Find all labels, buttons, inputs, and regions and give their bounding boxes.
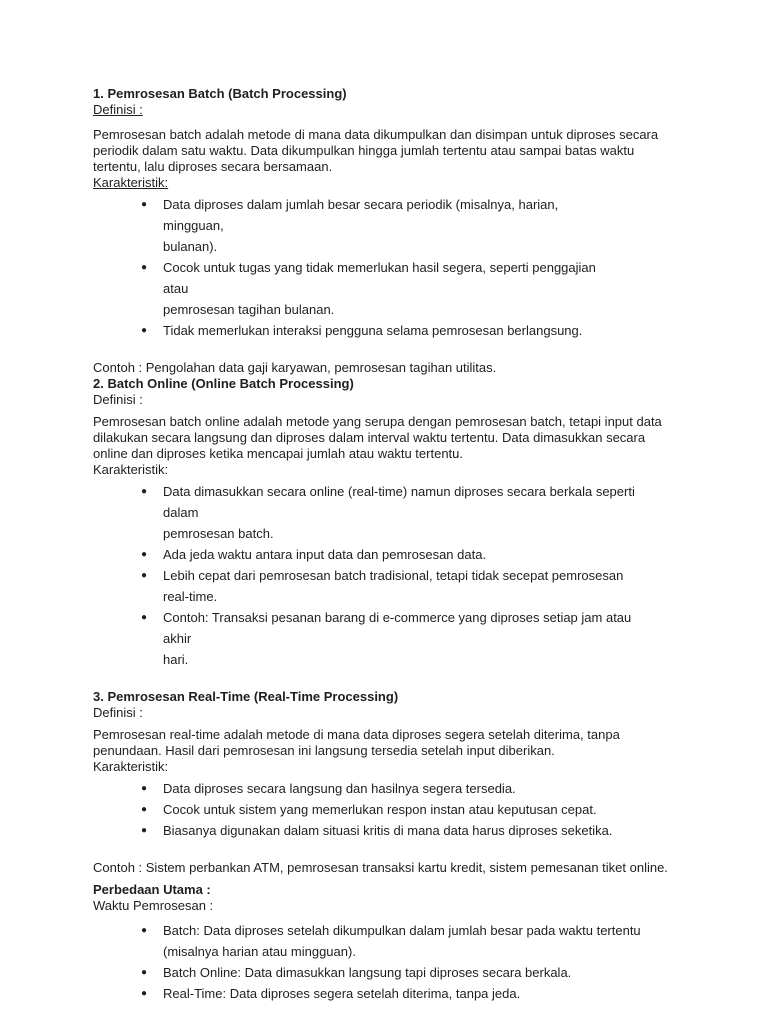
list-item [93, 920, 653, 962]
section-2-definition-label: Definisi : [93, 392, 143, 407]
bullet-icon: ● [141, 967, 148, 978]
bullet-icon: ● [141, 570, 148, 581]
text-line: dilakukan secara langsung dan diproses dalam interval waktu tertentu. Data dimasukkan secara [93, 430, 646, 445]
list-item-text: pemrosesan batch. [163, 526, 274, 541]
list-item-text: Lebih cepat dari pemrosesan batch tradisional, tetapi tidak secepat pemrosesan [163, 568, 624, 583]
bullet-icon: ● [141, 783, 148, 794]
bullet-icon: ● [141, 988, 148, 999]
section-1-definition-text [93, 127, 693, 175]
text-line: online dan diproses ketika mencapai jumlah atau waktu tertentu. [93, 446, 463, 461]
list-item [93, 565, 653, 607]
list-item [93, 983, 653, 1004]
section-1-definition-label: Definisi : [93, 102, 143, 117]
section-1-example: Contoh : Pengolahan data gaji karyawan, pemrosesan tagihan utilitas. [93, 360, 497, 375]
text-line: tertentu, lalu diproses secara bersamaan. [93, 159, 333, 174]
section-3-characteristics-label: Karakteristik: [93, 759, 169, 774]
list-item-text: Contoh: Transaksi pesanan barang di e-commerce yang diproses setiap jam atau akhir [163, 610, 632, 646]
list-item-text: (misalnya harian atau mingguan). [163, 944, 356, 959]
list-item-text: Tidak memerlukan interaksi pengguna selama pemrosesan berlangsung. [163, 323, 583, 338]
list-item-text: Data diproses dalam jumlah besar secara periodik (misalnya, harian, mingguan, [163, 197, 559, 233]
list-item [93, 257, 613, 320]
list-item [93, 820, 653, 841]
list-item [93, 481, 653, 544]
bullet-icon: ● [141, 325, 148, 336]
bullet-icon: ● [141, 825, 148, 836]
section-4-title: Perbedaan Utama : [93, 882, 211, 897]
text-line: Pemrosesan batch adalah metode di mana data dikumpulkan dan disimpan untuk diproses secara [93, 127, 659, 142]
section-2-definition-text [93, 414, 693, 462]
text-line: penundaan. Hasil dari pemrosesan ini langsung tersedia setelah input diberikan. [93, 743, 555, 758]
bullet-icon: ● [141, 804, 148, 815]
section-2-characteristics-list [93, 481, 653, 670]
text-line: periodik dalam satu waktu. Data dikumpulkan hingga jumlah tertentu atau sampai batas waktu [93, 143, 635, 158]
section-1-characteristics-label: Karakteristik: [93, 175, 169, 190]
section-4-subtitle: Waktu Pemrosesan : [93, 898, 214, 913]
document-body [93, 86, 693, 1004]
bullet-icon: ● [141, 925, 148, 936]
bullet-icon: ● [141, 199, 148, 210]
list-item-text: Real-Time: Data diproses segera setelah diterima, tanpa jeda. [163, 986, 521, 1001]
section-3-characteristics-list [93, 778, 653, 841]
section-3-definition-label: Definisi : [93, 705, 143, 720]
bullet-icon: ● [141, 549, 148, 560]
list-item-text: Data diproses secara langsung dan hasilnya segera tersedia. [163, 781, 516, 796]
text-line: Pemrosesan batch online adalah metode yang serupa dengan pemrosesan batch, tetapi input data [93, 414, 662, 429]
section-1-title: 1. Pemrosesan Batch (Batch Processing) [93, 86, 347, 101]
list-item-text: pemrosesan tagihan bulanan. [163, 302, 335, 317]
list-item-text: Cocok untuk sistem yang memerlukan respon instan atau keputusan cepat. [163, 802, 597, 817]
section-1-characteristics-list [93, 194, 613, 341]
section-3-example: Contoh : Sistem perbankan ATM, pemrosesan transaksi kartu kredit, sistem pemesanan tiket online. [93, 860, 668, 875]
list-item [93, 194, 613, 257]
list-item [93, 607, 653, 670]
text-line: Pemrosesan real-time adalah metode di mana data diproses segera setelah diterima, tanpa [93, 727, 620, 742]
list-item-text: Data dimasukkan secara online (real-time) namun diproses secara berkala seperti dalam [163, 484, 635, 520]
section-3-title: 3. Pemrosesan Real-Time (Real-Time Processing) [93, 689, 399, 704]
section-3-definition-text [93, 727, 693, 759]
list-item-text: bulanan). [163, 239, 218, 254]
list-item [93, 778, 653, 799]
list-item [93, 962, 653, 983]
list-item-text: real-time. [163, 589, 218, 604]
list-item-text: hari. [163, 652, 189, 667]
list-item-text: Ada jeda waktu antara input data dan pemrosesan data. [163, 547, 487, 562]
list-item-text: Cocok untuk tugas yang tidak memerlukan hasil segera, seperti penggajian atau [163, 260, 596, 296]
section-4-differences-list [93, 920, 653, 1004]
bullet-icon: ● [141, 612, 148, 623]
list-item [93, 320, 613, 341]
bullet-icon: ● [141, 486, 148, 497]
list-item-text: Batch: Data diproses setelah dikumpulkan dalam jumlah besar pada waktu tertentu [163, 923, 641, 938]
bullet-icon: ● [141, 262, 148, 273]
list-item [93, 799, 653, 820]
section-2-title: 2. Batch Online (Online Batch Processing) [93, 376, 354, 391]
list-item [93, 544, 653, 565]
list-item-text: Biasanya digunakan dalam situasi kritis di mana data harus diproses seketika. [163, 823, 613, 838]
list-item-text: Batch Online: Data dimasukkan langsung tapi diproses secara berkala. [163, 965, 572, 980]
section-2-characteristics-label: Karakteristik: [93, 462, 169, 477]
